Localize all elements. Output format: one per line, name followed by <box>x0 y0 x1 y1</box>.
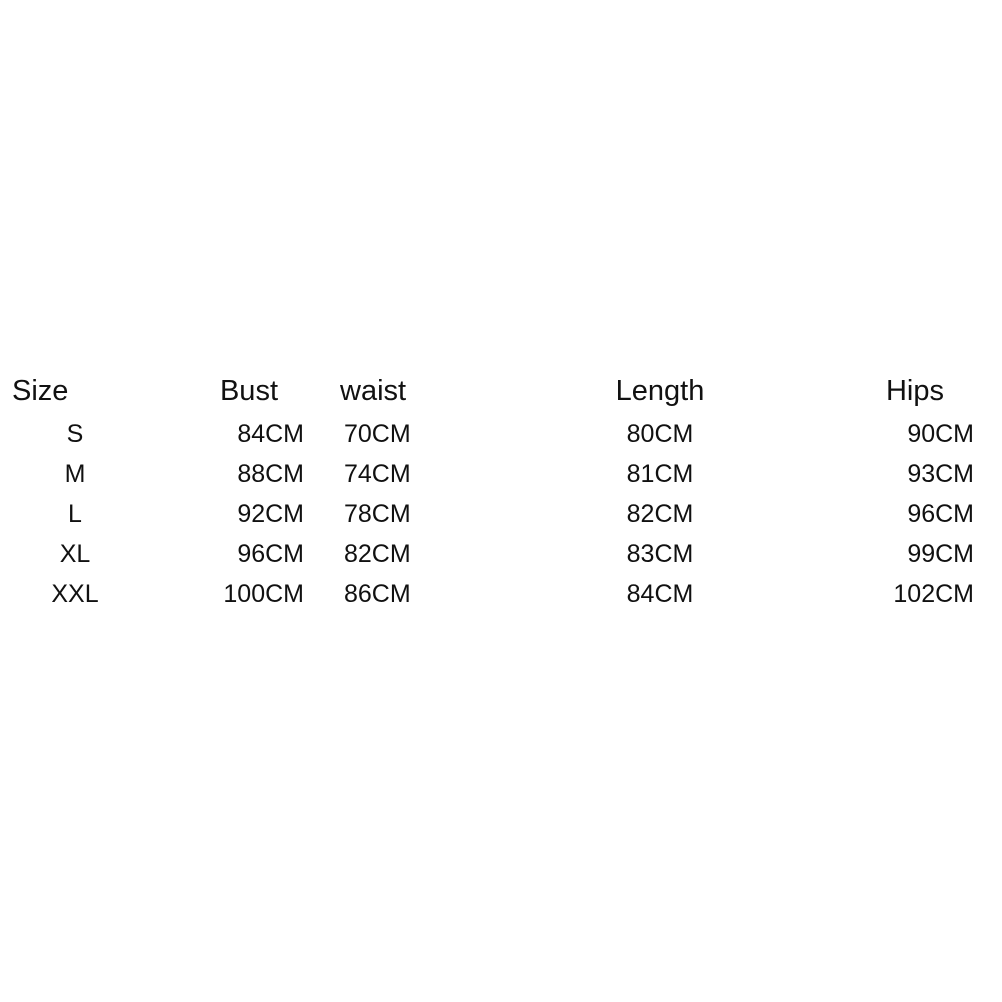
cell-hips: 90CM <box>907 420 974 448</box>
cell-size: XL <box>59 540 91 568</box>
table-row <box>0 574 1002 614</box>
cell-waist: 70CM <box>344 420 411 448</box>
cell-waist: 74CM <box>344 460 411 488</box>
column-header-bust: Bust <box>219 375 278 407</box>
table-row <box>0 534 1002 574</box>
cell-size: S <box>66 420 84 448</box>
cell-hips: 99CM <box>907 540 974 568</box>
table-header <box>0 368 1002 414</box>
cell-length: 80CM <box>626 420 694 448</box>
cell-size: XXL <box>51 580 99 608</box>
column-header-hips: Hips <box>885 375 944 407</box>
cell-length: 82CM <box>626 500 694 528</box>
cell-waist: 82CM <box>344 540 411 568</box>
column-header-waist: waist <box>340 375 407 407</box>
column-header-length: Length <box>615 375 705 407</box>
cell-size: L <box>68 500 82 528</box>
cell-length: 81CM <box>626 460 694 488</box>
table-body <box>0 414 1002 614</box>
cell-hips: 102CM <box>893 580 974 608</box>
cell-bust: 92CM <box>237 500 304 528</box>
cell-bust: 88CM <box>237 460 304 488</box>
cell-hips: 93CM <box>907 460 974 488</box>
cell-length: 84CM <box>626 580 694 608</box>
cell-size: M <box>64 460 86 488</box>
cell-length: 83CM <box>626 540 694 568</box>
cell-bust: 100CM <box>223 580 304 608</box>
cell-waist: 86CM <box>344 580 411 608</box>
table-row <box>0 414 1002 454</box>
cell-bust: 84CM <box>237 420 304 448</box>
size-chart <box>0 368 1002 614</box>
table-row <box>0 454 1002 494</box>
table-header-row <box>0 368 1002 414</box>
column-header-size: Size <box>12 375 69 407</box>
cell-hips: 96CM <box>907 500 974 528</box>
table-row <box>0 494 1002 534</box>
cell-bust: 96CM <box>237 540 304 568</box>
cell-waist: 78CM <box>344 500 411 528</box>
size-chart-table <box>0 368 1002 614</box>
